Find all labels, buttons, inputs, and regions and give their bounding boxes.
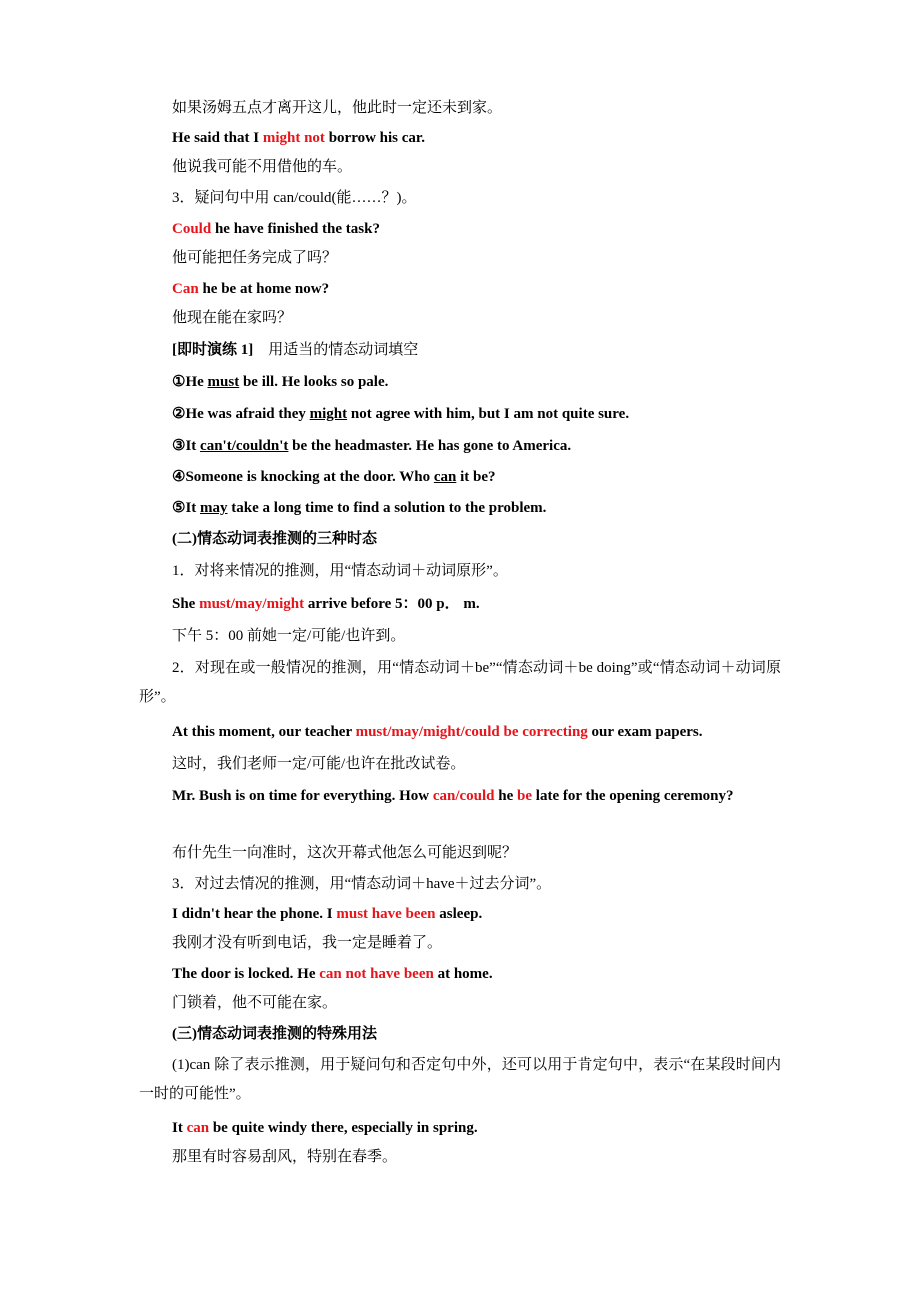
text-segment: our exam papers. [587, 724, 703, 740]
answer-text: can [433, 469, 457, 485]
text-segment: 他可能把任务完成了吗？ [172, 250, 338, 266]
text-segment: he be at home now? [198, 281, 330, 297]
text-line [139, 184, 781, 213]
text-line [139, 960, 781, 989]
highlighted-text: Could [172, 221, 212, 237]
highlighted-text: Can [172, 281, 199, 297]
text-segment: take a long time to find a solution to the problem. [227, 500, 547, 516]
text-segment: I didn't hear the phone. I [172, 906, 337, 922]
text-line [139, 1143, 781, 1172]
highlighted-text: can/could [432, 788, 495, 804]
text-segment: ①He [172, 374, 208, 390]
text-line [139, 368, 781, 397]
text-segment: ⑤It [172, 500, 201, 516]
text-segment: (三)情态动词表推测的特殊用法 [172, 1026, 377, 1042]
text-segment: Mr. Bush is on time for everything. How [172, 788, 433, 804]
text-line [139, 1020, 781, 1049]
highlighted-text: must/may/might [199, 596, 305, 612]
text-segment: he have finished the task? [211, 221, 380, 237]
text-line [139, 94, 781, 123]
answer-text: can't/couldn't [200, 438, 289, 454]
text-segment: (1)can 除了表示推测，用于疑问句和否定句中外，还可以用于肯定句中，表示“在某段时间内一时的可能性”。 [139, 1057, 781, 1102]
text-segment: arrive before 5：00 p． m. [304, 596, 480, 612]
text-segment: it be? [456, 469, 496, 485]
text-line [139, 1114, 781, 1143]
highlighted-text: be [517, 788, 533, 804]
text-line [139, 124, 781, 153]
text-segment: It [172, 1120, 187, 1136]
text-line [139, 557, 781, 586]
text-segment: 3．对过去情况的推测，用“情态动词＋have＋过去分词”。 [172, 876, 552, 892]
text-line [139, 654, 781, 712]
text-line [139, 304, 781, 333]
text-line [139, 400, 781, 429]
highlighted-text: must/may/might/could be correcting [355, 724, 588, 740]
text-segment: 这时，我们老师一定/可能/也许在批改试卷。 [172, 756, 466, 772]
text-segment: 门锁着，他不可能在家。 [172, 995, 338, 1011]
text-line [139, 929, 781, 958]
highlighted-text: might not [262, 130, 325, 146]
text-segment: be the headmaster. He has gone to America. [288, 438, 572, 454]
text-segment: 下午 5：00 前她一定/可能/也许到。 [172, 628, 406, 644]
text-line [139, 336, 781, 365]
text-segment: She [172, 596, 200, 612]
text-line [139, 839, 781, 868]
text-line [139, 900, 781, 929]
text-line [139, 590, 781, 619]
text-segment: 我刚才没有听到电话，我一定是睡着了。 [172, 935, 443, 951]
text-segment: ③It [172, 438, 201, 454]
text-line [139, 622, 781, 651]
text-segment: He said that I [172, 130, 263, 146]
text-segment: be quite windy there, especially in spring. [209, 1120, 478, 1136]
text-line [139, 870, 781, 899]
text-segment: (二)情态动词表推测的三种时态 [172, 531, 377, 547]
text-segment: 如果汤姆五点才离开这儿，他此时一定还未到家。 [172, 100, 503, 116]
text-line [139, 989, 781, 1018]
answer-text: may [200, 500, 228, 516]
text-line [139, 494, 781, 523]
text-segment: 2．对现在或一般情况的推测，用“情态动词＋be”“情态动词＋be doing”或“情态动词＋动词原形”。 [139, 660, 781, 705]
text-segment: be ill. He looks so pale. [239, 374, 389, 390]
text-segment: 他现在能在家吗？ [172, 310, 293, 326]
highlighted-text: can not have been [319, 966, 434, 982]
highlighted-text: can [186, 1120, 210, 1136]
answer-text: must [207, 374, 240, 390]
text-segment: asleep. [435, 906, 483, 922]
text-line [139, 215, 781, 244]
text-line [139, 782, 781, 811]
text-line [139, 750, 781, 779]
text-line [139, 525, 781, 554]
text-segment: 布什先生一向准时，这次开幕式他怎么可能迟到呢？ [172, 845, 518, 861]
text-segment: 用适当的情态动词填空 [253, 342, 419, 358]
text-segment: The door is locked. He [172, 966, 320, 982]
text-segment: borrow his car. [324, 130, 425, 146]
text-segment: at home. [433, 966, 493, 982]
highlighted-text: must have been [336, 906, 436, 922]
text-segment: 那里有时容易刮风，特别在春季。 [172, 1149, 398, 1165]
text-line [139, 718, 781, 747]
answer-text: might [309, 406, 348, 422]
text-line [139, 1051, 781, 1109]
text-segment: 1．对将来情况的推测，用“情态动词＋动词原形”。 [172, 563, 508, 579]
text-segment: ④Someone is knocking at the door. Who [172, 469, 434, 485]
text-line [139, 275, 781, 304]
text-line [139, 432, 781, 461]
text-line [139, 463, 781, 492]
text-segment: [即时演练 1] [172, 342, 254, 358]
text-segment: 3．疑问句中用 can/could(能……？)。 [172, 190, 417, 206]
text-line [139, 153, 781, 182]
text-segment: late for the opening ceremony? [532, 788, 734, 804]
text-segment: not agree with him, but I am not quite sure. [347, 406, 630, 422]
text-segment: 他说我可能不用借他的车。 [172, 159, 353, 175]
text-segment: he [494, 788, 518, 804]
text-segment: ②He was afraid they [172, 406, 310, 422]
text-line [139, 244, 781, 273]
text-segment: At this moment, our teacher [172, 724, 356, 740]
